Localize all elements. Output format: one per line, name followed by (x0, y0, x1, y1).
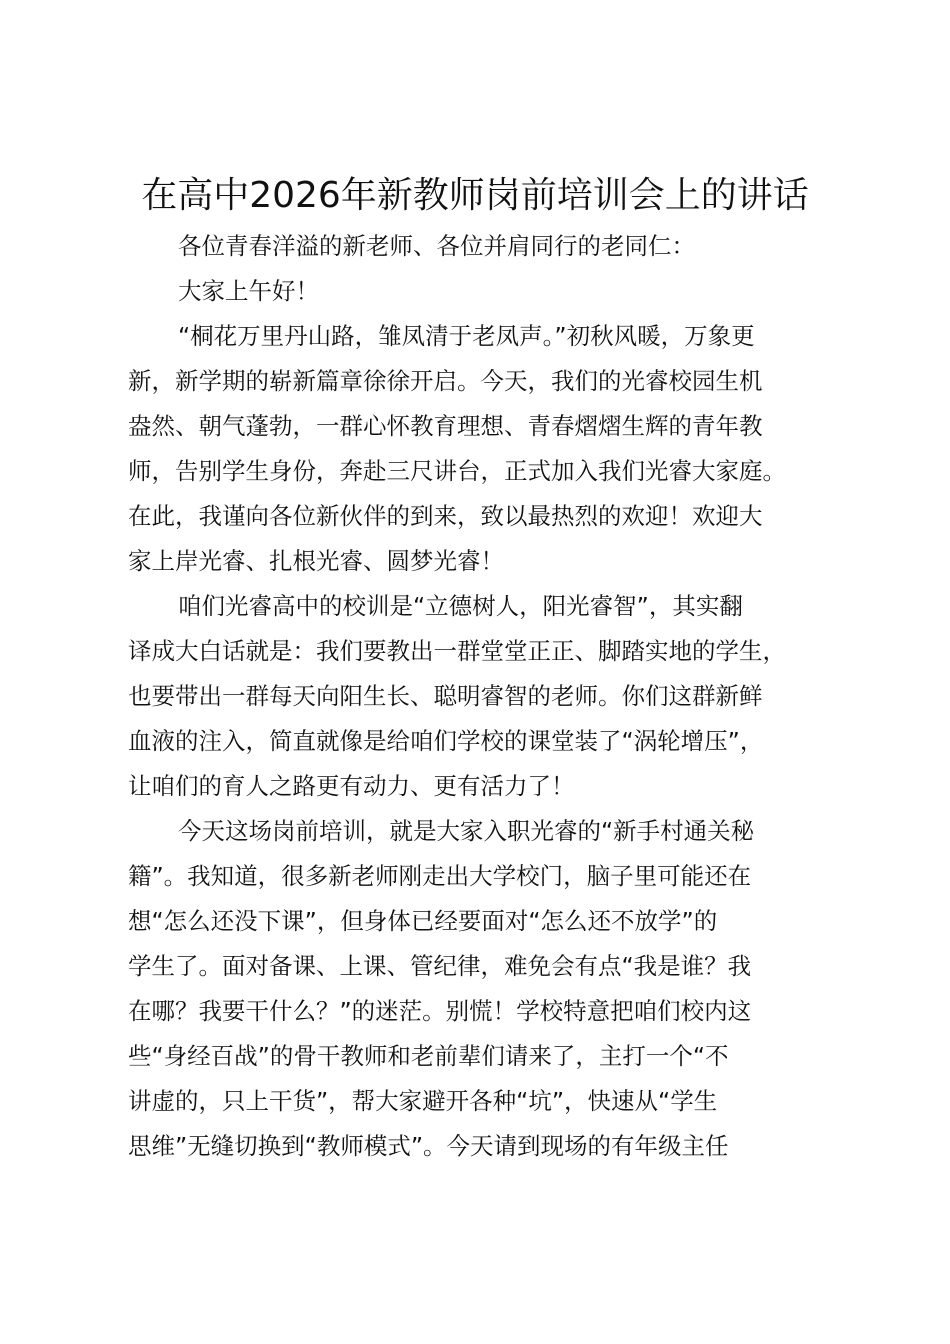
document-title: 在高中2026年新教师岗前培训会上的讲话 (141, 175, 809, 216)
paragraph-3-line: 讲虚的，只上干货”，帮大家避开各种“坑”，快速从“学生 (128, 1087, 718, 1115)
paragraph-3-line: 学生了。面对备课、上课、管纪律，难免会有点“我是谁？我 (128, 952, 752, 980)
paragraph-1-line: 在此，我谨向各位新伙伴的到来，致以最热烈的欢迎！欢迎大 (128, 502, 763, 530)
paragraph-2-line: 让咱们的育人之路更有动力、更有活力了！ (128, 772, 575, 800)
paragraph-3-line: 今天这场岗前培训，就是大家入职光睿的“新手村通关秘 (178, 817, 755, 845)
paragraph-1-line: “桐花万里丹山路，雏凤清于老凤声。”初秋风暖，万象更 (178, 322, 755, 350)
paragraph-2-line: 也要带出一群每天向阳生长、聪明睿智的老师。你们这群新鲜 (128, 682, 763, 710)
paragraph-1-line: 新，新学期的崭新篇章徐徐开启。今天，我们的光睿校园生机 (128, 367, 763, 395)
paragraph-1-line: 家上岸光睿、扎根光睿、圆梦光睿！ (128, 547, 504, 575)
paragraph-3-line: 思维”无缝切换到“教师模式”。今天请到现场的有年级主任 (128, 1132, 729, 1160)
paragraph-2-line: 咱们光睿高中的校训是“立德树人，阳光睿智”，其实翻 (178, 592, 743, 620)
paragraph-1-line: 师，告别学生身份，奔赴三尺讲台，正式加入我们光睿大家庭。 (128, 457, 786, 485)
paragraph-3-line: 想“怎么还没下课”，但身体已经要面对“怎么还不放学”的 (128, 907, 718, 935)
paragraph-3-line: 籍”。我知道，很多新老师刚走出大学校门，脑子里可能还在 (128, 862, 752, 890)
salutation-line: 各位青春洋溢的新老师、各位并肩同行的老同仁： (178, 232, 695, 260)
paragraph-3-line: 些“身经百战”的骨干教师和老前辈们请来了，主打一个“不 (128, 1042, 729, 1070)
paragraph-1-line: 盎然、朝气蓬勃，一群心怀教育理想、青春熠熠生辉的青年教 (128, 412, 763, 440)
paragraph-3-line: 在哪？我要干什么？”的迷茫。别慌！学校特意把咱们校内这 (128, 997, 752, 1025)
speech-body (128, 224, 834, 1169)
paragraph-2-line: 血液的注入，简直就像是给咱们学校的课堂装了“涡轮增压”， (128, 727, 764, 755)
greeting-line: 大家上午好！ (178, 277, 319, 305)
paragraph-2-line: 译成大白话就是：我们要教出一群堂堂正正、脚踏实地的学生， (128, 637, 786, 665)
